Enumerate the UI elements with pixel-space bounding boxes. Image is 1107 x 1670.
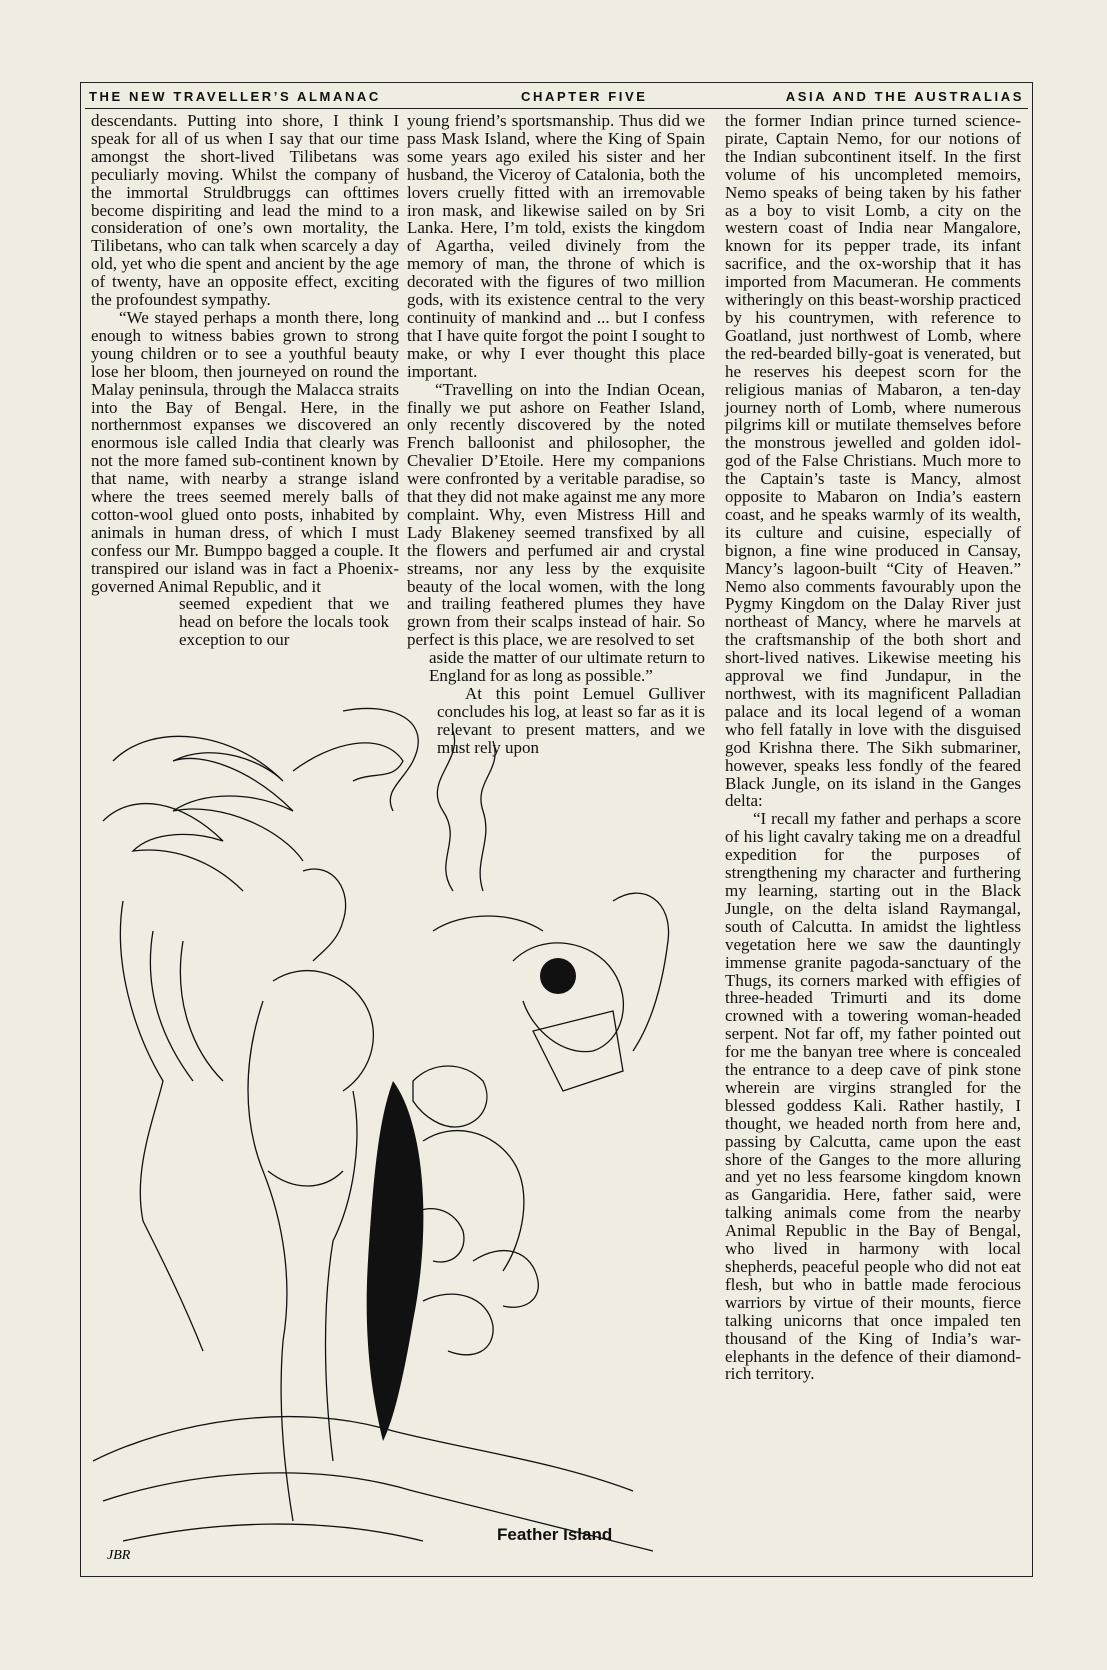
paragraph: descendants. Putting into shore, I think I speak for all of us when I say that our time amongst the short-lived Tilibetans was peculiarly moving. Whilst the company of the immortal Struldbruggs can ofttimes become dispiriting and lead the mind to a consideration of one’s own mortality, the Tilibetans, who can talk when scarcely a day old, yet who die spent and ancient by the age of twenty, have an opposite effect, exciting the profoundest sympathy. xyxy=(91,111,399,310)
illustration-caption: Feather Island xyxy=(497,1525,613,1544)
paragraph-wrap: seemed expedient that we head on before the locals took exception to our xyxy=(179,594,389,650)
text-column-3 xyxy=(725,112,1021,1383)
running-header xyxy=(81,89,1032,107)
paragraph: young friend’s sportsmanship. Thus did we pass Mask Island, where the King of Spain some years ago exiled his sister and her husband, the Viceroy of Catalonia, both the lovers cruelly fitted with an irremovable iron mask, and likewise sailed on by Sri Lanka. Here, I’m told, exists the kingdom of Agartha, veiled divinely from the memory of man, the throne of which is decorated with the figures of two million gods, with its existence central to the very continuity of mankind and ... but I confess that I have quite forgot the point I sought to make, or why I ever thought this place important. xyxy=(407,111,705,381)
text-column-1 xyxy=(91,112,399,649)
page-frame xyxy=(80,82,1033,1577)
paragraph-wrap: aside the matter of our ultimate return to England for as long as possible.” xyxy=(429,648,705,686)
paragraph-wrap: At this point Lemuel Gulliver concludes his log, at least so far as it is relevant to present matters, and we must rely upon xyxy=(437,684,705,757)
paragraph: the former Indian prince turned science-pirate, Captain Nemo, for our notions of the Indian subcontinent itself. In the first volume of his uncompleted memoirs, Nemo speaks of being taken by his father as a boy to visit Lomb, a city on the western coast of India near Mangalore, known for its pepper trade, its infant sacrifice, and the ox-worship that it has imported from Macumeran. He comments witheringly on this beast-worship practiced by his countrymen, with reference to Goatland, just northwest of Lomb, where the red-bearded billy-goat is venerated, but he reserves his deepest scorn for the religious manias of Mabaron, a ten-day journey north of Lomb, where numerous pilgrims kill or mutilate themselves before the monstrous jewelled and golden idol-god of the False Christians. Much more to the Captain’s taste is Mancy, almost opposite to Mabaron on India’s eastern coast, and he speaks warmly of its wealth, its culture and cuisine, especially of bignon, a fine wine produced in Cansay, Mancy’s lagoon-built “City of Heaven.” Nemo also comments favourably upon the Pygmy Kingdom on the Dalay River just northeast of Mancy, where he marvels at the craftsmanship of the both short and short-lived natives. Likewise meeting his approval we find Jundapur, in the northwest, with its magnificent Palladian palace and its local legend of a woman who fell fatally in love with the disguised god Krishna there. The Sikh submariner, however, speaks less fondly of the feared Black Jungle, on its island in the Ganges delta: xyxy=(725,111,1021,811)
header-chapter: CHAPTER FIVE xyxy=(521,89,648,104)
paragraph: “Travelling on into the Indian Ocean, finally we put ashore on Feather Island, only recently discovered by the noted French balloonist and philosopher, the Chevalier D’Etoile. Here my companions were confronted by a veritable paradise, so that they did not make against me any more complaint. Why, even Mistress Hill and Lady Blakeney seemed transfixed by all the flowers and perfumed air and crystal streams, nor any less by the exquisite beauty of the local women, with the long and trailing feathered plumes they have grown from their scalps instead of hair. So perfect is this place, we are resolved to set xyxy=(407,379,705,650)
paragraph: “I recall my father and perhaps a score of his light cavalry taking me on a dreadful expedition for the purposes of strengthening my character and furthering my learning, starting out in the Black Jungle, on the delta island Raymangal, south of Calcutta. In amidst the lightless vegetation here we saw the dauntingly immense granite pagoda-sanctuary of the Thugs, its corners marked with effigies of three-headed Trimurti and its dome crowned with a towering woman-headed serpent. Not far off, my father pointed out for me the banyan tree where is concealed the entrance to a deep cave of pink stone wherein are virgins strangled for the blessed goddess Kali. Rather hastily, I thought, we headed north from here and, passing by Calcutta, came upon the east shore of the Ganges to the more alluring and yet no less fearsome kingdom known as Gangaridia. Here, father said, were talking animals come from the nearby Animal Republic in the Bay of Bengal, who lived in harmony with local shepherds, peaceful people who did not eat flesh, but who in battle made ferocious warriors by virtue of their mounts, fierce talking unicorns that once impaled ten thousand of the King of India’s war-elephants in the defence of their diamond-rich territory. xyxy=(725,809,1021,1384)
header-book-title: THE NEW TRAVELLER’S ALMANAC xyxy=(89,89,381,104)
paragraph: “We stayed perhaps a month there, long enough to witness babies grown to strong young children or to see a youthful beauty lose her bloom, then journeyed on round the Malay peninsula, through the Malacca straits into the Bay of Bengal. Here, in the northernmost expanses we discovered an enormous isle called India that clearly was not the more famed sub-continent known by that name, with nearby a strange island where the trees seemed merely balls of cotton-wool glued onto posts, inhabited by animals in human dress, of which I must confess our Mr. Bumppo bagged a couple. It transpired our island was in fact a Phoenix-governed Animal Republic, and it xyxy=(91,307,399,596)
text-column-2 xyxy=(407,112,705,757)
header-rule xyxy=(85,108,1028,109)
header-section: ASIA AND THE AUSTRALIAS xyxy=(785,89,1024,104)
feather-island-illustration xyxy=(93,701,705,1567)
artist-signature: JBR xyxy=(107,1548,131,1563)
